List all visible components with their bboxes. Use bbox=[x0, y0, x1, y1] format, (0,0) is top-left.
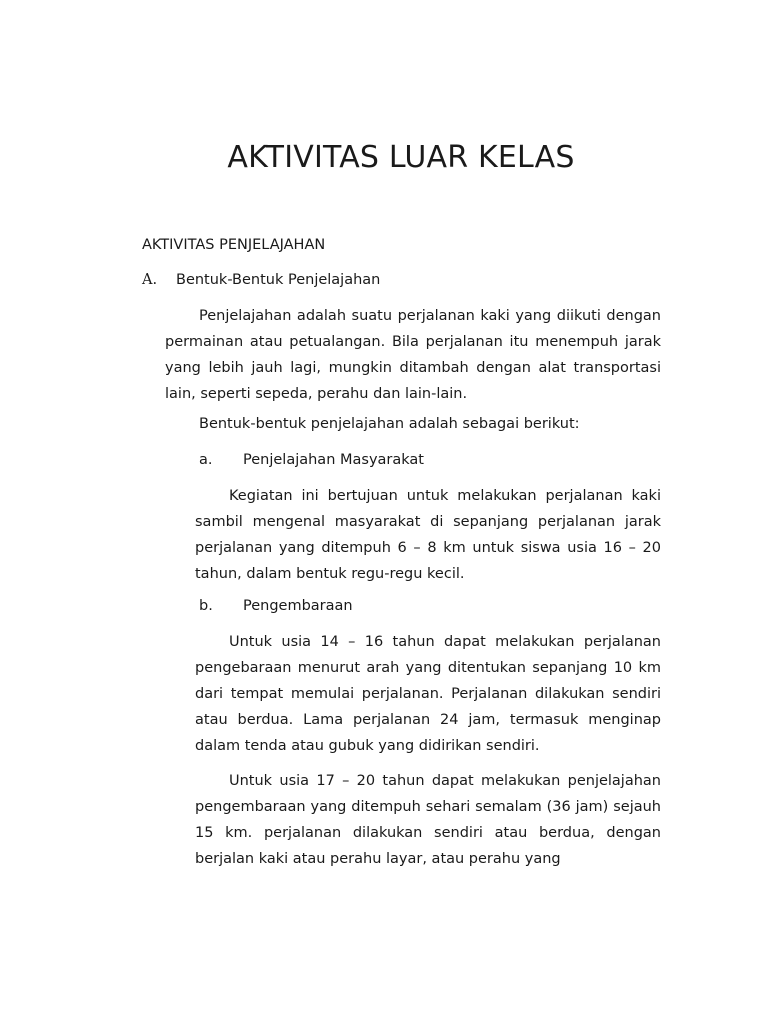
list-label-b: Pengembaraan bbox=[243, 598, 353, 614]
paragraph-pengembaraan-2: Untuk usia 17 – 20 tahun dapat melakukan penjelajahan pengembaraan yang ditempuh sehari semalam (36 jam) sejauh 15 km. perjalanan dilakukan sendiri atau berdua, dengan berjalan kaki atau perahu layar, atau perahu yang bbox=[195, 773, 661, 867]
list-item-b bbox=[199, 598, 353, 614]
paragraph-pengembaraan-1: Untuk usia 14 – 16 tahun dapat melakukan perjalanan pengebaraan menurut arah yang ditentukan sepanjang 10 km dari tempat memulai perjalanan. Perjalanan dilakukan sendiri atau berdua. Lama perjalanan 24 jam, termasuk menginap dalam tenda atau gubuk yang didirikan sendiri. bbox=[195, 634, 661, 754]
subheading-label: Bentuk-Bentuk Penjelajahan bbox=[176, 272, 381, 288]
subheading-a bbox=[142, 272, 380, 288]
list-item-a bbox=[199, 452, 424, 468]
list-marker-a: a. bbox=[199, 452, 213, 468]
document-title: AKTIVITAS LUAR KELAS bbox=[227, 140, 575, 175]
paragraph-masyarakat: Kegiatan ini bertujuan untuk melakukan perjalanan kaki sambil mengenal masyarakat di sepanjang perjalanan jarak perjalanan yang ditempuh 6 – 8 km untuk siswa usia 16 – 20 tahun, dalam bentuk regu-regu kecil. bbox=[195, 488, 661, 582]
paragraph-intro: Bentuk-bentuk penjelajahan adalah sebagai berikut: bbox=[199, 416, 580, 432]
list-marker-b: b. bbox=[199, 598, 213, 614]
section-heading: AKTIVITAS PENJELAJAHAN bbox=[142, 237, 326, 253]
paragraph-definition: Penjelajahan adalah suatu perjalanan kaki yang diikuti dengan permainan atau petualangan. Bila perjalanan itu menempuh jarak yang lebih jauh lagi, mungkin ditambah dengan alat transportasi lain, seperti sepeda, perahu dan lain-lain. bbox=[165, 308, 661, 402]
subheading-marker: A. bbox=[142, 272, 158, 288]
list-label-a: Penjelajahan Masyarakat bbox=[243, 452, 424, 468]
